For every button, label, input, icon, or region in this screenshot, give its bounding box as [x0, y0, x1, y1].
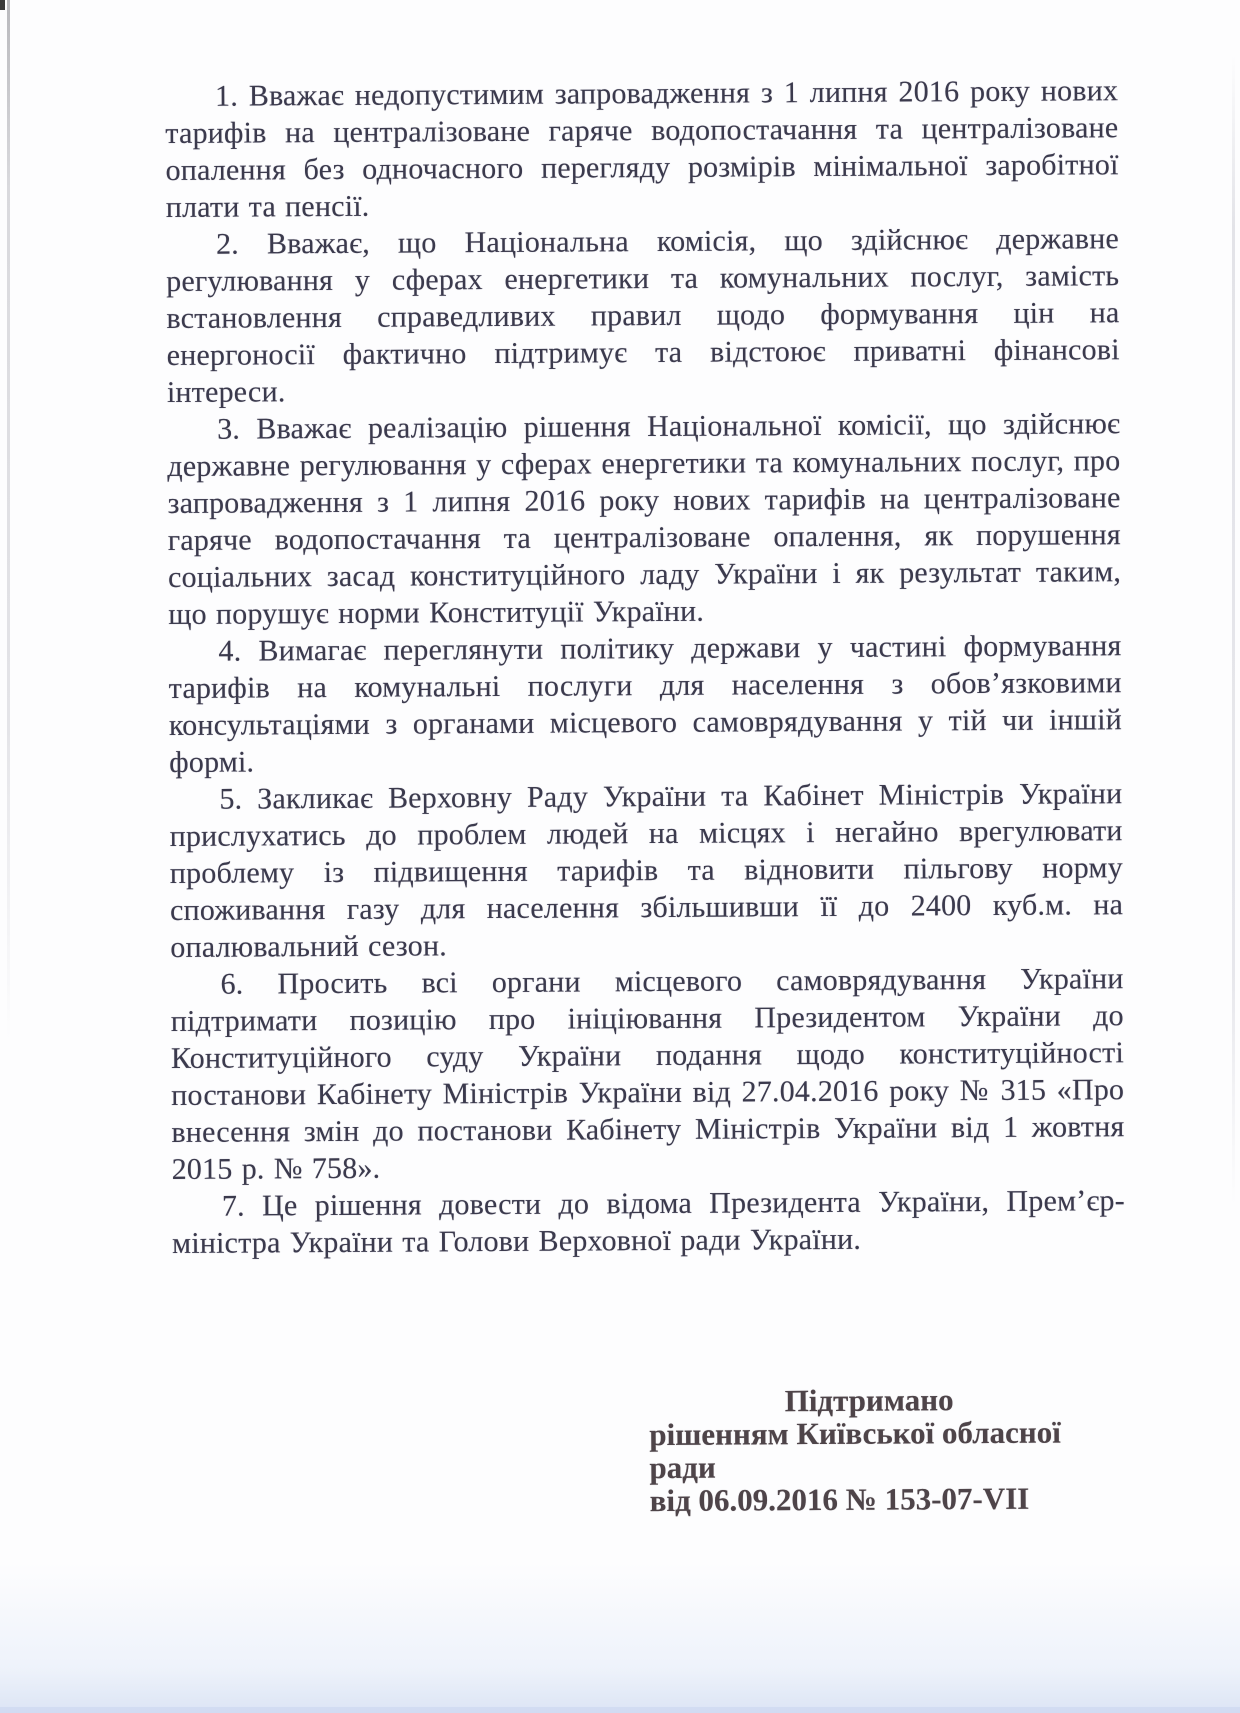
paragraph-7: 7. Це рішення довести до відома Президента України, Прем’єр-міністра України та Голови Верховної ради України. — [172, 1184, 1125, 1260]
signature-block — [649, 1382, 1090, 1517]
document-body — [165, 72, 1127, 1520]
paragraph-3: 3. Вважає реалізацію рішення Національної комісії, що здійснює державне регулювання у сферах енергетики та комунальних послуг, про запровадження з 1 липня 2016 року нових тарифів на централізоване гаряче водопостачання та централізоване опалення, як порушення соціальних засад конституційного ладу України і як результат таким, що порушує норми Конституції України. — [167, 407, 1122, 631]
scan-corner-mark — [0, 0, 5, 10]
paragraph-6: 6. Просить всі органи місцевого самоврядування України підтримати позицію про ініціювання Президентом України до Конституційного суду України подання щодо конституційності постанови Кабінету Міністрів України від 27.04.2016 року № 315 «Про внесення змін до постанови Кабінету Міністрів України від 1 жовтня 2015 р. № 758». — [170, 962, 1125, 1186]
scan-bottom-shadow — [0, 1563, 1240, 1713]
paragraph-5: 5. Закликає Верховну Раду України та Кабінет Міністрів України прислухатись до проблем людей на місцях і негайно врегулювати проблему із підвищення тарифів та відновити пільгову норму споживання газу для населення збільшивши її до 2400 куб.м. на опалювальний сезон. — [169, 777, 1124, 964]
signature-date-number-line: від 06.09.2016 № 153-07-VII — [649, 1480, 1030, 1519]
paragraph-1: 1. Вважає недопустимим запровадження з 1 липня 2016 року нових тарифів на централізоване гаряче водопостачання та централізоване опалення без одночасного перегляду розмірів мінімальної заробітної плати та пенсії. — [165, 74, 1119, 224]
signature-council-line: рішенням Київської обласної ради — [649, 1414, 1061, 1486]
scan-bottom-edge — [0, 1707, 1240, 1713]
scan-edge-artifact-left — [7, 0, 10, 1040]
paragraph-2: 2. Вважає, що Національна комісія, що здійснює державне регулювання у сферах енергетики та комунальних послуг, замість встановлення справедливих правил щодо формування цін на енергоносії фактично підтримує та відстоює приватні фінансові інтереси. — [166, 222, 1120, 409]
paragraph-4: 4. Вимагає переглянути політику держави у частині формування тарифів на комунальні послуги для населення з обов’язковими консультаціями з органами місцевого самоврядування у тій чи іншій формі. — [168, 629, 1123, 779]
signature-supported-label: Підтримано — [784, 1382, 954, 1419]
scan-edge-artifact-right — [1232, 55, 1235, 1205]
